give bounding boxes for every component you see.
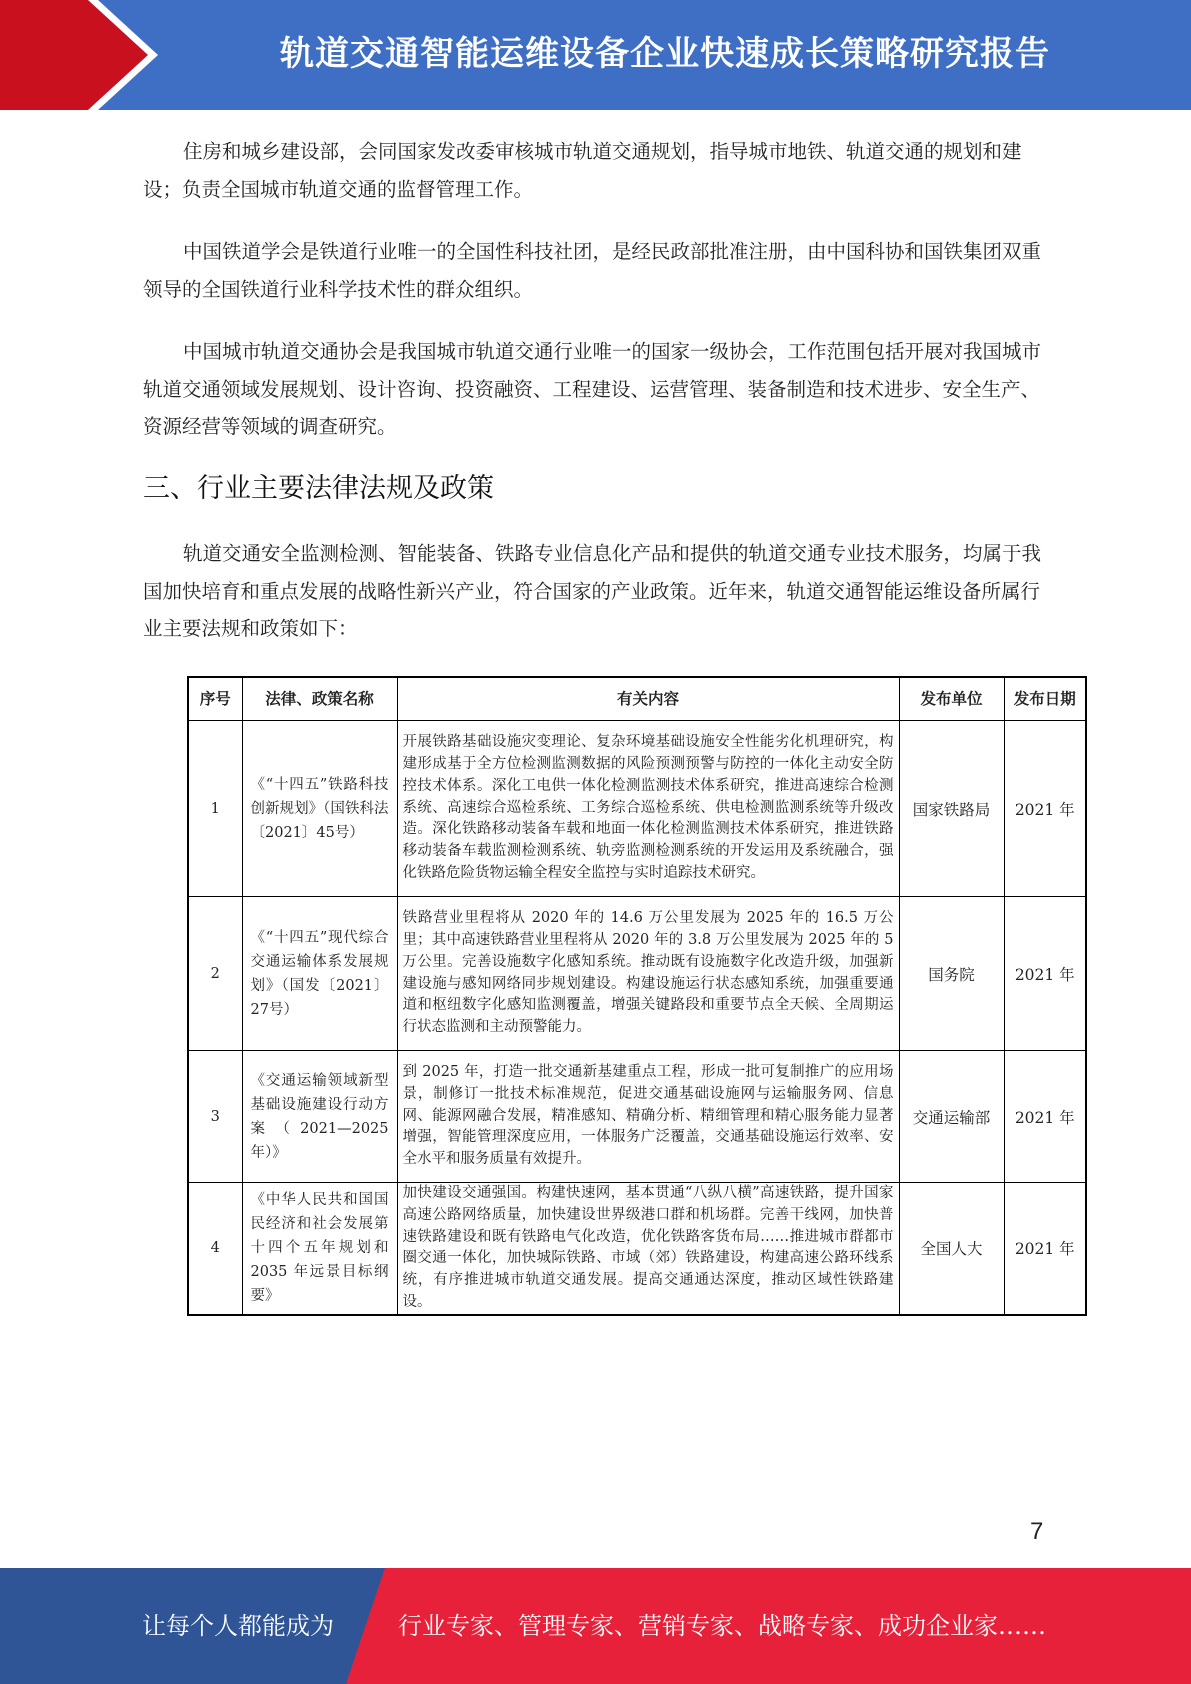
paragraph-policy-intro: 轨道交通安全监测检测、智能装备、铁路专业信息化产品和提供的轨道交通专业技术服务，均属于我国加快培育和重点发展的战略性新兴产业，符合国家的产业政策。近年来，轨道交通智能运维设备所属行业主要法规和政策如下： <box>143 542 1042 640</box>
document-title: 轨道交通智能运维设备企业快速成长策略研究报告 <box>280 34 1050 74</box>
cell-policy-name: 《交通运输领域新型基础设施建设行动方案（2021—2025 年）》 <box>242 1051 397 1183</box>
cell-issuer: 国家铁路局 <box>899 721 1004 897</box>
cell-issuer: 全国人大 <box>899 1183 1004 1315</box>
cell-policy-name: 《“十四五”铁路科技创新规划》（国铁科法〔2021〕45号） <box>242 721 397 897</box>
footer-slogan-right: 行业专家、管理专家、营销专家、战略专家、成功企业家…… <box>398 1612 1046 1640</box>
cell-content: 开展铁路基础设施灾变理论、复杂环境基础设施安全性能劣化机理研究，构建形成基于全方位检测监测数据的风险预测预警与防控的一体化主动安全防控技术体系。深化工电供一体化检测监测技术体系研究，推进高速综合检测系统、高速综合巡检系统、工务综合巡检系统、供电检测监测系统等升级改造。深化铁路移动装备车载和地面一体化检测监测技术体系研究，推进铁路移动装备车载监测检测系统、轨旁监测检测系统的开发运用及系统融合，强化铁路危险货物运输全程安全监控与实时追踪技术研究。 <box>397 721 899 897</box>
cell-num: 3 <box>188 1051 242 1183</box>
table-row <box>188 721 1086 897</box>
cell-num: 1 <box>188 721 242 897</box>
cell-policy-name: 《“十四五”现代综合交通运输体系发展规划》（国发〔2021〕27号） <box>242 897 397 1051</box>
paragraph-urban-rail-association: 中国城市轨道交通协会是我国城市轨道交通行业唯一的国家一级协会，工作范围包括开展对我国城市轨道交通领域发展规划、设计咨询、投资融资、工程建设、运营管理、装备制造和技术进步、安全生产、资源经营等领域的调查研究。 <box>143 340 1042 438</box>
page-number: 7 <box>1030 1518 1044 1545</box>
cell-num: 2 <box>188 897 242 1051</box>
cell-content: 铁路营业里程将从 2020 年的 14.6 万公里发展为 2025 年的 16.5 万公里；其中高速铁路营业里程将从 2020 年的 3.8 万公里发展为 2025 年的 5 万公里。完善设施数字化感知系统。推动既有设施数字化改造升级，加强新建设施与感知网络同步规划建设。构建设施运行状态感知系统，加强重要通道和枢纽数字化感知监测覆盖，增强关键路段和重要节点全天候、全周期运行状态监测和主动预警能力。 <box>397 897 899 1051</box>
table-row <box>188 897 1086 1051</box>
page-footer <box>0 1568 1191 1684</box>
cell-issuer: 交通运输部 <box>899 1051 1004 1183</box>
header-year: 发布日期 <box>1004 677 1086 721</box>
header-name: 法律、政策名称 <box>242 677 397 721</box>
paragraph-railway-society: 中国铁道学会是铁道行业唯一的全国性科技社团，是经民政部批准注册，由中国科协和国铁集团双重领导的全国铁道行业科学技术性的群众组织。 <box>143 240 1042 301</box>
cell-policy-name: 《中华人民共和国国民经济和社会发展第十四个五年规划和 2035 年远景目标纲要》 <box>242 1183 397 1315</box>
cell-issuer: 国务院 <box>899 897 1004 1051</box>
paragraph-housing-ministry: 住房和城乡建设部，会同国家发改委审核城市轨道交通规划，指导城市地铁、轨道交通的规划和建设；负责全国城市轨道交通的监督管理工作。 <box>143 140 1022 201</box>
table-row <box>188 1183 1086 1315</box>
cell-year: 2021 年 <box>1004 897 1086 1051</box>
cell-year: 2021 年 <box>1004 1051 1086 1183</box>
header-content: 有关内容 <box>397 677 899 721</box>
cell-content: 到 2025 年，打造一批交通新基建重点工程，形成一批可复制推广的应用场景，制修订一批技术标准规范，促进交通基础设施网与运输服务网、信息网、能源网融合发展，精准感知、精确分析、精细管理和精心服务能力显著增强，智能管理深度应用，一体服务广泛覆盖，交通基础设施运行效率、安全水平和服务质量有效提升。 <box>397 1051 899 1183</box>
page-header <box>0 0 1191 110</box>
cell-content: 加快建设交通强国。构建快速网，基本贯通“八纵八横”高速铁路，提升国家高速公路网络质量，加快建设世界级港口群和机场群。完善干线网，加快普速铁路建设和既有铁路电气化改造，优化铁路客货布局……推进城市群都市圈交通一体化，加快城际铁路、市域（郊）铁路建设，构建高速公路环线系统，有序推进城市轨道交通发展。提高交通通达深度，推动区域性铁路建设。 <box>397 1183 899 1315</box>
table-header-row <box>188 677 1086 721</box>
section-heading: 三、行业主要法律法规及政策 <box>143 473 494 504</box>
cell-year: 2021 年 <box>1004 721 1086 897</box>
table-row <box>188 1051 1086 1183</box>
footer-slogan-left: 让每个人都能成为 <box>142 1612 334 1640</box>
header-num: 序号 <box>188 677 242 721</box>
cell-year: 2021 年 <box>1004 1183 1086 1315</box>
policy-table <box>187 676 1087 1316</box>
header-issuer: 发布单位 <box>899 677 1004 721</box>
cell-num: 4 <box>188 1183 242 1315</box>
